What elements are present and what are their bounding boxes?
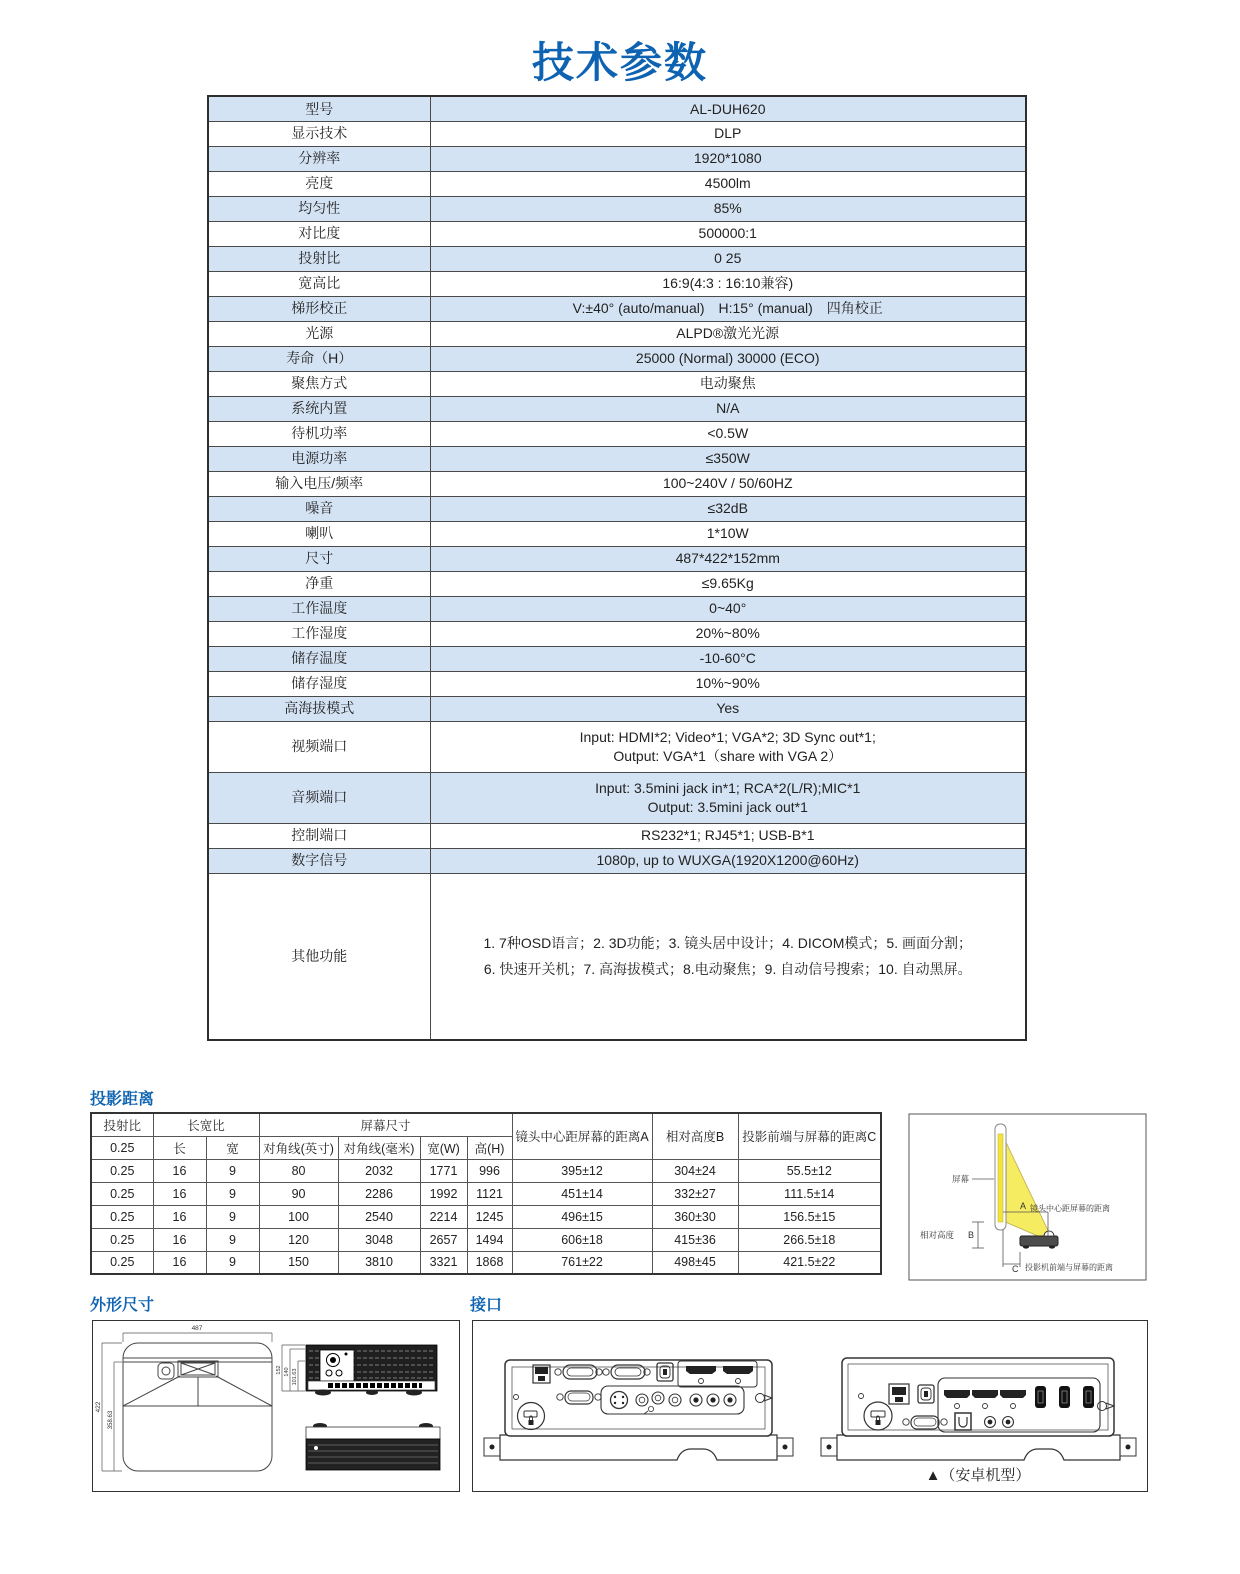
spec-label: 系统内置	[208, 396, 430, 421]
spec-table-body	[208, 96, 1026, 1040]
projection-data-cell: 90	[259, 1182, 338, 1205]
spec-row	[208, 671, 1026, 696]
projection-data-cell: 2540	[338, 1205, 420, 1228]
android-model-caption: ▲（安卓机型）	[925, 1467, 1031, 1484]
spec-value: RS232*1; RJ45*1; USB-B*1	[430, 823, 1026, 848]
projection-diagram	[908, 1112, 1148, 1282]
spec-row	[208, 121, 1026, 146]
projection-data-cell: 496±15	[512, 1205, 652, 1228]
projection-data-cell: 0.25	[91, 1228, 153, 1251]
spec-label: 宽高比	[208, 271, 430, 296]
spec-value: 1920*1080	[430, 146, 1026, 171]
spec-value: DLP	[430, 121, 1026, 146]
spec-label: 投射比	[208, 246, 430, 271]
projection-data-cell: 16	[153, 1205, 206, 1228]
spec-label: 寿命（H）	[208, 346, 430, 371]
projection-data-cell: 606±18	[512, 1228, 652, 1251]
projection-data-cell: 996	[467, 1159, 512, 1182]
usb-a-port-icon	[1035, 1386, 1094, 1408]
projection-data-cell: 3048	[338, 1228, 420, 1251]
projection-data-cell: 100	[259, 1205, 338, 1228]
projection-subheader-cell: 宽	[206, 1136, 259, 1159]
relative-height-label: 相对高度	[920, 1230, 955, 1240]
projection-data-cell: 9	[206, 1159, 259, 1182]
depth-dim-label: 422	[95, 1401, 102, 1413]
spec-label: 其他功能	[208, 873, 430, 1040]
projection-data-cell: 2214	[420, 1205, 467, 1228]
projection-data-cell: 0.25	[91, 1251, 153, 1274]
spec-value: 电动聚焦	[430, 371, 1026, 396]
dimensions-drawing	[92, 1320, 460, 1492]
spec-row	[208, 96, 1026, 121]
spec-row	[208, 221, 1026, 246]
spec-row	[208, 571, 1026, 596]
spec-label: 输入电压/频率	[208, 471, 430, 496]
projection-data-cell: 16	[153, 1228, 206, 1251]
projection-data-cell: 120	[259, 1228, 338, 1251]
spec-value: ≤9.65Kg	[430, 571, 1026, 596]
spec-row	[208, 496, 1026, 521]
spec-label: 喇叭	[208, 521, 430, 546]
spec-label: 对比度	[208, 221, 430, 246]
spec-row	[208, 296, 1026, 321]
mid-height-dim-label: 140	[284, 1367, 290, 1377]
projection-data-cell: 0.25	[91, 1205, 153, 1228]
spec-row	[208, 646, 1026, 671]
projection-data-cell: 421.5±22	[738, 1251, 881, 1274]
spec-label: 聚焦方式	[208, 371, 430, 396]
projection-data-row	[91, 1228, 881, 1251]
spec-row	[208, 596, 1026, 621]
projection-data-row	[91, 1182, 881, 1205]
projection-data-cell: 9	[206, 1228, 259, 1251]
rear-view-drawing	[306, 1345, 437, 1396]
spec-row	[208, 848, 1026, 873]
projection-data-row	[91, 1205, 881, 1228]
spec-label: 电源功率	[208, 446, 430, 471]
spec-value: -10-60°C	[430, 646, 1026, 671]
spec-value: 1*10W	[430, 521, 1026, 546]
b-letter: B	[968, 1230, 975, 1240]
projection-header-cell: 投影前端与屏幕的距离C	[738, 1113, 881, 1159]
spec-value: <0.5W	[430, 421, 1026, 446]
spec-value: 20%~80%	[430, 621, 1026, 646]
spec-row	[208, 446, 1026, 471]
spec-value: 4500lm	[430, 171, 1026, 196]
projection-header-cell: 相对高度B	[652, 1113, 738, 1159]
spec-row	[208, 371, 1026, 396]
projection-data-cell: 55.5±12	[738, 1159, 881, 1182]
projection-data-cell: 1771	[420, 1159, 467, 1182]
spec-row	[208, 421, 1026, 446]
mount-bracket	[484, 1435, 793, 1460]
projection-data-cell: 1245	[467, 1205, 512, 1228]
spec-label: 光源	[208, 321, 430, 346]
a-letter: A	[1020, 1201, 1027, 1211]
projection-data-cell: 1121	[467, 1182, 512, 1205]
spec-row	[208, 321, 1026, 346]
spec-value: Yes	[430, 696, 1026, 721]
spec-label: 工作温度	[208, 596, 430, 621]
spec-value: 500000:1	[430, 221, 1026, 246]
lens-offset-dim-label: 358.63	[108, 1410, 114, 1430]
projection-table	[90, 1112, 882, 1275]
spec-label: 分辨率	[208, 146, 430, 171]
projection-data-cell: 111.5±14	[738, 1182, 881, 1205]
lens-height-dim-label: 101.63	[292, 1368, 298, 1386]
projection-subheader-cell: 0.25	[91, 1136, 153, 1159]
spec-value: 1. 7种OSD语言；2. 3D功能；3. 镜头居中设计；4. DICOM模式；5. 画面分割； 6. 快速开关机；7. 高海拔模式；8.电动聚焦；9. 自动信号搜索；10. 自动黑屏。	[430, 873, 1026, 1040]
spec-label: 尺寸	[208, 546, 430, 571]
spec-row	[208, 146, 1026, 171]
spec-value: Input: 3.5mini jack in*1; RCA*2(L/R);MIC*1 Output: 3.5mini jack out*1	[430, 772, 1026, 823]
spec-value: 16:9(4:3 : 16:10兼容)	[430, 271, 1026, 296]
spec-value: N/A	[430, 396, 1026, 421]
spec-value: ≤350W	[430, 446, 1026, 471]
spec-label: 均匀性	[208, 196, 430, 221]
spec-row	[208, 196, 1026, 221]
spec-value: ≤32dB	[430, 496, 1026, 521]
spec-label: 型号	[208, 96, 430, 121]
projection-header-cell: 投射比	[91, 1113, 153, 1136]
projection-subheader-cell: 长	[153, 1136, 206, 1159]
side-view-drawing	[306, 1423, 440, 1470]
spec-row	[208, 521, 1026, 546]
projection-subheader-cell: 宽(W)	[420, 1136, 467, 1159]
spec-label: 工作湿度	[208, 621, 430, 646]
spec-value: 85%	[430, 196, 1026, 221]
spec-row	[208, 271, 1026, 296]
dimensions-section-title: 外形尺寸	[90, 1297, 155, 1314]
spec-row	[208, 621, 1026, 646]
spec-row	[208, 546, 1026, 571]
projection-data-cell: 1494	[467, 1228, 512, 1251]
c-label: 投影机前端与屏幕的距离	[1025, 1263, 1113, 1272]
projection-subheader-cell: 高(H)	[467, 1136, 512, 1159]
projection-data-cell: 2286	[338, 1182, 420, 1205]
projection-data-row	[91, 1251, 881, 1274]
spec-row	[208, 823, 1026, 848]
spec-row	[208, 246, 1026, 271]
projection-data-cell: 2032	[338, 1159, 420, 1182]
projection-header-cell: 长宽比	[153, 1113, 259, 1136]
projection-data-cell: 16	[153, 1251, 206, 1274]
spec-value: 0~40°	[430, 596, 1026, 621]
projection-data-cell: 9	[206, 1182, 259, 1205]
screen-shape	[998, 1134, 1003, 1222]
spec-label: 储存湿度	[208, 671, 430, 696]
spec-row	[208, 471, 1026, 496]
projection-data-row	[91, 1159, 881, 1182]
projection-data-cell: 3321	[420, 1251, 467, 1274]
spec-value: ALPD®激光光源	[430, 321, 1026, 346]
spec-row	[208, 873, 1026, 1040]
spec-label: 控制端口	[208, 823, 430, 848]
projection-data-cell: 3810	[338, 1251, 420, 1274]
projection-data-cell: 0.25	[91, 1182, 153, 1205]
spec-row	[208, 346, 1026, 371]
ports-section-title: 接口	[470, 1297, 503, 1314]
projection-header-cell: 镜头中心距屏幕的距离A	[512, 1113, 652, 1159]
width-dim-label: 487	[191, 1325, 203, 1332]
projection-section-title: 投影距离	[90, 1091, 155, 1108]
spec-row	[208, 696, 1026, 721]
spec-value: Input: HDMI*2; Video*1; VGA*2; 3D Sync out*1; Output: VGA*1（share with VGA 2）	[430, 721, 1026, 772]
spec-value: V:±40° (auto/manual) H:15° (manual) 四角校正	[430, 296, 1026, 321]
spec-row	[208, 396, 1026, 421]
projection-data-cell: 9	[206, 1251, 259, 1274]
spec-row	[208, 772, 1026, 823]
projection-data-cell: 156.5±15	[738, 1205, 881, 1228]
spec-label: 梯形校正	[208, 296, 430, 321]
spec-label: 显示技术	[208, 121, 430, 146]
projection-data-cell: 150	[259, 1251, 338, 1274]
projection-header-cell: 屏幕尺寸	[259, 1113, 512, 1136]
spec-value: 1080p, up to WUXGA(1920X1200@60Hz)	[430, 848, 1026, 873]
projection-table-head	[91, 1113, 881, 1159]
spec-label: 数字信号	[208, 848, 430, 873]
projection-data-cell: 332±27	[652, 1182, 738, 1205]
spec-label: 高海拔模式	[208, 696, 430, 721]
spec-label: 噪音	[208, 496, 430, 521]
projection-data-cell: 1868	[467, 1251, 512, 1274]
projection-data-cell: 16	[153, 1159, 206, 1182]
projection-data-cell: 1992	[420, 1182, 467, 1205]
spec-label: 储存温度	[208, 646, 430, 671]
spec-label: 净重	[208, 571, 430, 596]
height-dim-label: 152	[276, 1365, 282, 1375]
spec-label: 待机功率	[208, 421, 430, 446]
spec-value: 25000 (Normal) 30000 (ECO)	[430, 346, 1026, 371]
projection-data-cell: 360±30	[652, 1205, 738, 1228]
spec-value: 487*422*152mm	[430, 546, 1026, 571]
projection-data-cell: 415±36	[652, 1228, 738, 1251]
projection-data-cell: 451±14	[512, 1182, 652, 1205]
spec-value: AL-DUH620	[430, 96, 1026, 121]
page-title: 技术参数	[531, 39, 708, 86]
spec-label: 亮度	[208, 171, 430, 196]
projection-subheader-cell: 对角线(英寸)	[259, 1136, 338, 1159]
projection-data-cell: 16	[153, 1182, 206, 1205]
mount-bracket	[821, 1435, 1136, 1460]
projection-data-cell: 0.25	[91, 1159, 153, 1182]
projection-data-cell: 304±24	[652, 1159, 738, 1182]
spec-value: 10%~90%	[430, 671, 1026, 696]
projection-data-cell: 2657	[420, 1228, 467, 1251]
a-label: 镜头中心距屏幕的距离	[1030, 1204, 1110, 1213]
projection-data-cell: 498±45	[652, 1251, 738, 1274]
standard-model-panel	[484, 1360, 793, 1460]
projection-data-cell: 395±12	[512, 1159, 652, 1182]
projection-table-body	[91, 1159, 881, 1274]
spec-value: 0 25	[430, 246, 1026, 271]
projection-data-cell: 9	[206, 1205, 259, 1228]
spec-row	[208, 721, 1026, 772]
spec-label: 视频端口	[208, 721, 430, 772]
spec-label: 音频端口	[208, 772, 430, 823]
ports-drawing	[472, 1320, 1148, 1492]
screen-label: 屏幕	[952, 1174, 970, 1184]
projection-data-cell: 266.5±18	[738, 1228, 881, 1251]
spec-table	[207, 95, 1027, 1041]
c-letter: C	[1012, 1264, 1019, 1274]
spec-value: 100~240V / 50/60HZ	[430, 471, 1026, 496]
projection-subheader-cell: 对角线(毫米)	[338, 1136, 420, 1159]
projection-data-cell: 80	[259, 1159, 338, 1182]
android-model-panel	[821, 1358, 1136, 1460]
spec-row	[208, 171, 1026, 196]
projection-data-cell: 761±22	[512, 1251, 652, 1274]
